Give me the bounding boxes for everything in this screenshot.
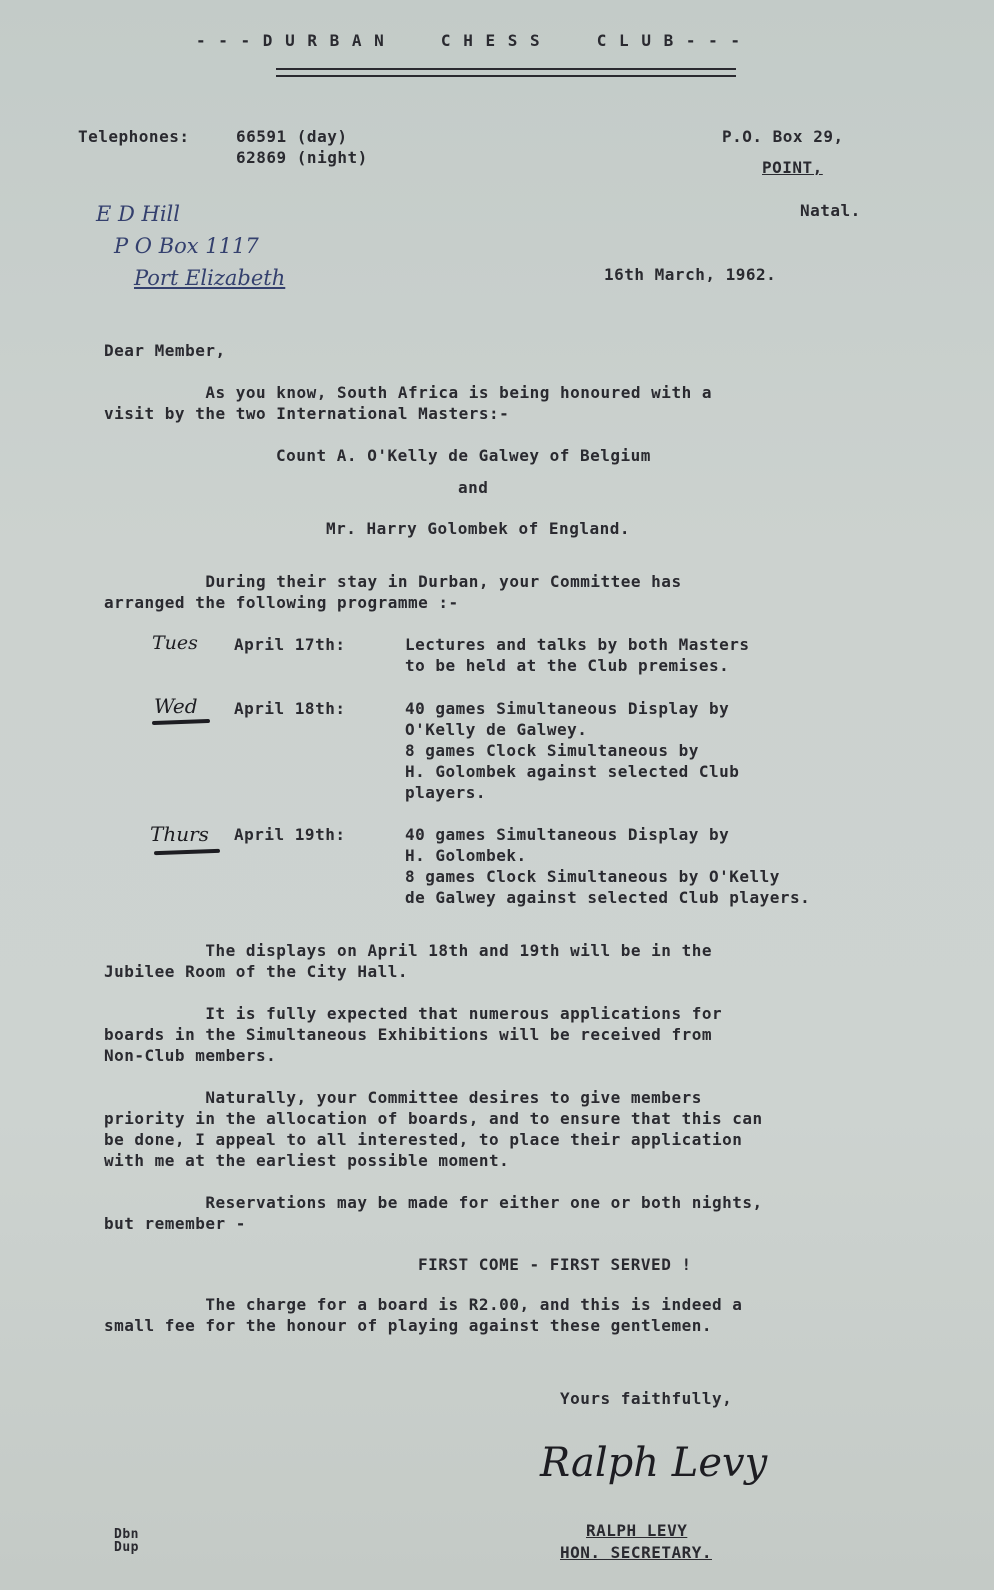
schedule-date-tues: April 17th:: [234, 635, 346, 654]
footer-ref: Dbn Dup: [114, 1527, 139, 1555]
handwritten-address-line3: Port Elizabeth: [134, 266, 286, 290]
para-applications-3: Non-Club members.: [104, 1046, 277, 1065]
schedule-day-wed: Wed: [154, 694, 198, 718]
thurs-underline: [154, 849, 220, 855]
schedule-wed-line-1: 40 games Simultaneous Display by: [405, 699, 730, 718]
master-1: Count A. O'Kelly de Galwey of Belgium: [276, 446, 651, 465]
schedule-wed-line-4: H. Golombek against selected Club: [405, 762, 740, 781]
schedule-thurs-line-2: H. Golombek.: [405, 846, 527, 865]
schedule-tues-line-2: to be held at the Club premises.: [405, 656, 730, 675]
phone-night: 62869 (night): [236, 148, 368, 167]
salutation: Dear Member,: [104, 341, 226, 360]
schedule-thurs-line-3: 8 games Clock Simultaneous by O'Kelly: [405, 867, 780, 886]
para-reservations-2: but remember -: [104, 1214, 246, 1233]
para-priority-3: be done, I appeal to all interested, to place their application: [104, 1130, 743, 1149]
wed-underline: [152, 719, 210, 725]
schedule-tues-line-1: Lectures and talks by both Masters: [405, 635, 750, 654]
schedule-thurs-line-4: de Galwey against selected Club players.: [405, 888, 811, 907]
closing: Yours faithfully,: [560, 1389, 733, 1408]
schedule-wed-line-2: O'Kelly de Galwey.: [405, 720, 588, 739]
schedule-thurs-line-1: 40 games Simultaneous Display by: [405, 825, 730, 844]
programme-intro-1: During their stay in Durban, your Committee has: [104, 572, 682, 591]
para-priority-2: priority in the allocation of boards, and to ensure that this can: [104, 1109, 763, 1128]
slogan: FIRST COME - FIRST SERVED !: [418, 1255, 692, 1274]
signature: Ralph Levy: [540, 1440, 768, 1486]
para-applications-1: It is fully expected that numerous applications for: [104, 1004, 723, 1023]
handwritten-address-line2: P O Box 1117: [114, 234, 259, 258]
header-rule-top: [276, 68, 736, 70]
intro-line-1: As you know, South Africa is being honoured with a: [104, 383, 712, 402]
handwritten-address-line1: E D Hill: [96, 202, 180, 226]
intro-line-2: visit by the two International Masters:-: [104, 404, 510, 423]
telephones-label: Telephones:: [78, 127, 190, 146]
programme-intro-2: arranged the following programme :-: [104, 593, 459, 612]
para-applications-2: boards in the Simultaneous Exhibitions will be received from: [104, 1025, 712, 1044]
signatory-title: HON. SECRETARY.: [560, 1543, 712, 1562]
schedule-date-wed: April 18th:: [234, 699, 346, 718]
para-priority-4: with me at the earliest possible moment.: [104, 1151, 510, 1170]
para-reservations-1: Reservations may be made for either one or both nights,: [104, 1193, 763, 1212]
para-displays-2: Jubilee Room of the City Hall.: [104, 962, 408, 981]
letter-date: 16th March, 1962.: [604, 265, 777, 284]
header-rule-bottom: [276, 75, 736, 77]
schedule-wed-line-5: players.: [405, 783, 487, 802]
master-and: and: [458, 478, 489, 497]
master-2: Mr. Harry Golombek of England.: [326, 519, 630, 538]
charge-line-1: The charge for a board is R2.00, and this is indeed a: [104, 1295, 743, 1314]
para-priority-1: Naturally, your Committee desires to give members: [104, 1088, 702, 1107]
club-name: - - - D U R B A N C H E S S C L U B - - -: [196, 31, 742, 50]
point: POINT,: [762, 158, 823, 177]
charge-line-2: small fee for the honour of playing against these gentlemen.: [104, 1316, 712, 1335]
schedule-day-thurs: Thurs: [150, 822, 209, 846]
province: Natal.: [800, 201, 861, 220]
signatory-name: RALPH LEVY: [586, 1521, 688, 1540]
schedule-day-tues: Tues: [152, 632, 198, 654]
schedule-wed-line-3: 8 games Clock Simultaneous by: [405, 741, 699, 760]
schedule-date-thurs: April 19th:: [234, 825, 346, 844]
po-box: P.O. Box 29,: [722, 127, 844, 146]
phone-day: 66591 (day): [236, 127, 348, 146]
para-displays-1: The displays on April 18th and 19th will be in the: [104, 941, 712, 960]
